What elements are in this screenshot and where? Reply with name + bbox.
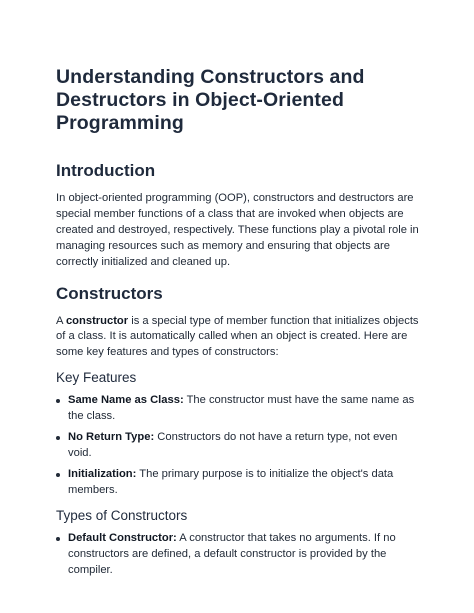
constructor-term: constructor xyxy=(65,314,129,327)
list-item-term: Initialization: xyxy=(68,467,137,480)
types-of-constructors-heading: Types of Constructors xyxy=(56,507,188,523)
bullet-icon xyxy=(56,473,60,477)
bullet-icon xyxy=(56,436,60,440)
list-item xyxy=(56,393,422,425)
key-features-heading: Key Features xyxy=(56,370,137,386)
bullet-icon xyxy=(56,399,60,403)
list-item-term: No Return Type: xyxy=(68,431,155,444)
introduction-heading: Introduction xyxy=(56,161,156,180)
constructors-intro-suffix: is a special type of member function that initializes objects of a class. It is automatically called when an object is created. Here are some key features and types of constructors: xyxy=(56,314,419,359)
list-item-text: A constructor that takes no arguments. If no constructors are defined, a default constructor is provided by the compiler. xyxy=(68,531,396,576)
list-item-term: Default Constructor: xyxy=(68,531,177,544)
list-item-text: Constructors do not have a return type, not even void. xyxy=(68,431,398,459)
key-features-list xyxy=(56,393,422,498)
constructors-heading: Constructors xyxy=(56,283,163,303)
document-title: Understanding Constructors and Destructors in Object-Oriented Programming xyxy=(56,66,365,134)
bullet-icon xyxy=(56,537,60,541)
constructors-intro-prefix: A xyxy=(56,314,66,327)
list-item-text: The constructor must have the same name as the class. xyxy=(68,394,415,423)
types-of-constructors-list xyxy=(56,531,422,579)
list-item xyxy=(56,531,422,579)
introduction-paragraph: In object-oriented programming (OOP), constructors and destructors are special member functions of a class that are invoked when objects are created and destroyed, respectively. These functions play a pivotal role in managing resources such as memory and ensuring that objects are correctly initialized and cleaned up. xyxy=(56,192,419,268)
list-item xyxy=(56,430,422,462)
list-item xyxy=(56,467,422,499)
list-item-text: The primary purpose is to initialize the object's data members. xyxy=(68,467,394,496)
constructors-paragraph xyxy=(56,314,422,362)
list-item-term: Same Name as Class: xyxy=(68,394,184,407)
